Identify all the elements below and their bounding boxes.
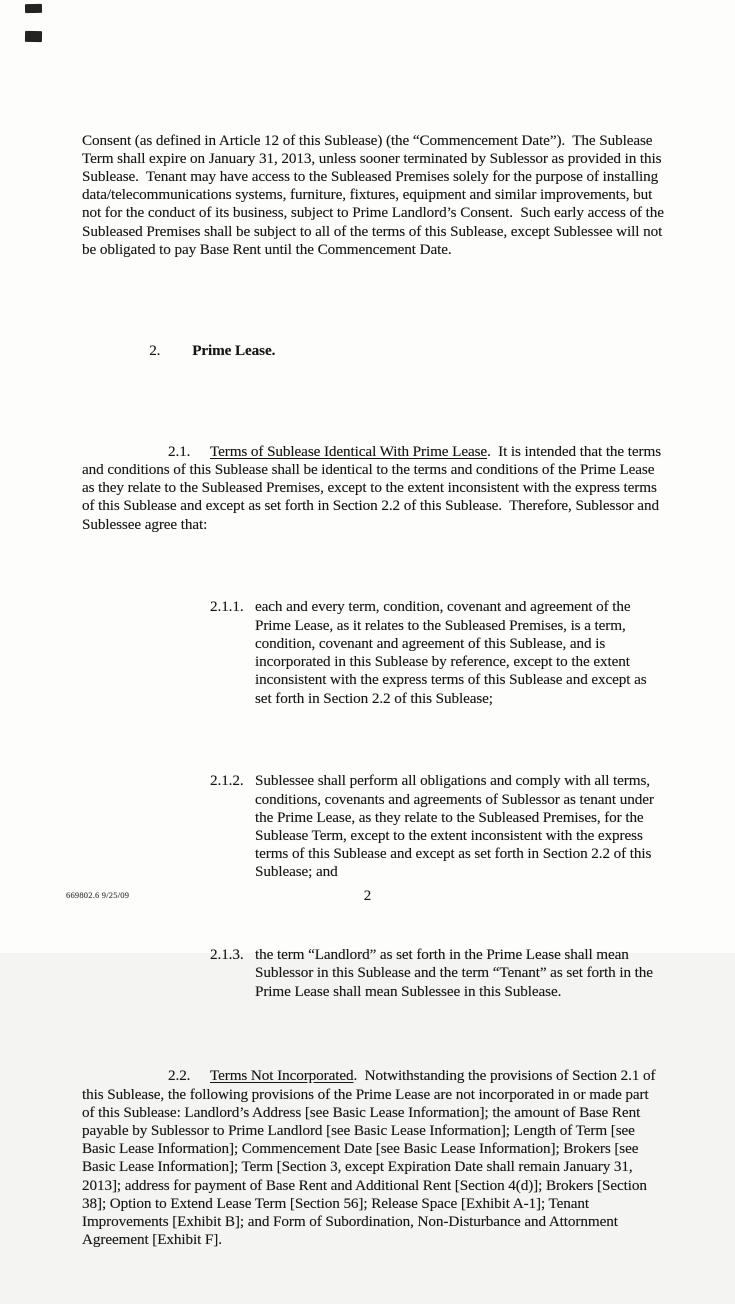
subitem-2-1-3-number: 2.1.3. [210, 946, 244, 964]
section-2-1-text: . It is intended that the terms and conditions of this Sublease shall be identical to the terms and conditions of the Prime Lease as they relate to the Subleased Premises, except to the extent inconsistent with the express terms of this Sublease and except as set forth in Section 2.2 of this Sublease. Therefore, Sublessor and Sublessee agree that: [82, 442, 665, 533]
page-number: 2 [363, 888, 372, 904]
section-2-1-number: 2.1. [168, 442, 191, 460]
subitem-2-1-2-number: 2.1.2. [210, 772, 244, 790]
subitem-2-1-3-text: the term “Landlord” as set forth in the Prime Lease shall mean Sublessor in this Sublease and the term “Tenant” as set forth in the Prime Lease shall mean Sublessee in this Sublease. [255, 946, 657, 1000]
subitem-2-1-1 [210, 598, 664, 707]
document-body [82, 77, 668, 1304]
section-2-title: Prime Lease. [192, 341, 276, 359]
section-2-2-number: 2.2. [168, 1067, 191, 1085]
paragraph-2-2 [82, 1067, 664, 1249]
subitem-2-1-1-text: each and every term, condition, covenant and agreement of the Prime Lease, as it relates to the Subleased Premises, is a term, condition, covenant and agreement of this Sublease, and is incorporated in this Sublease by reference, except to the extent inconsistent with the express terms of this Sublease and except as set forth in Section 2.2 of this Sublease; [255, 598, 651, 707]
document-reference-number: 669802.6 9/25/09 [66, 890, 130, 900]
paragraph-commencement: Consent (as defined in Article 12 of this Sublease) (the “Commencement Date”). The Sublease Term shall expire on January 31, 2013, unless sooner terminated by Sublessor as provided in this Sublease. Tenant may have access to the Subleased Premises solely for the purpose of installing data/telecommunications systems, furniture, fixtures, equipment and similar improvements, but not for the conduct of its business, subject to Prime Landlord’s Consent. Such early access of the Subleased Premises shall be subject to all of the terms of this Sublease, except Sublessee will not be obligated to pay Base Rent until the Commencement Date. [82, 131, 668, 258]
section-2-2-text: . Notwithstanding the provisions of Section 2.1 of this Sublease, the following provisions of the Prime Lease are not incorporated in or made part of this Sublease: Landlord’s Address [see Basic Lease Information]; the amount of Base Rent payable by Sublessor to Prime Landlord [see Basic Lease Information]; Length of Term [see Basic Lease Information]; Commencement Date [see Basic Lease Information]; Brokers [see Basic Lease Information]; Term [Section 3, except Expiration Date shall remain January 31, 2013]; address for payment of Base Rent and Additional Rent [Section 4(d)]; Brokers [Section 38]; Option to Extend Lease Term [Section 56]; Release Space [Exhibit A-1]; Tenant Improvements [Exhibit B]; and Form of Subordination, Non-Disturbance and Attornment Agreement [Exhibit F]. [82, 1067, 660, 1249]
section-2-number: 2. [149, 341, 161, 359]
section-2-2-heading: Terms Not Incorporated [210, 1067, 354, 1085]
subitem-2-1-2-text: Sublessee shall perform all obligations and comply with all terms, conditions, covenants and agreements of Sublessor as tenant under the Prime Lease, as they relate to the Subleased Premises, for the Sublease Term, except to the extent inconsistent with the express terms of this Sublease and except as set forth in Section 2.2 of this Sublease; and [255, 772, 658, 881]
subitem-2-1-2 [210, 772, 664, 881]
section-2-1-heading: Terms of Sublease Identical With Prime Lease [210, 442, 488, 460]
scan-artifact-mark [25, 31, 42, 42]
paragraph-2-1 [82, 443, 664, 534]
scan-artifact-mark [25, 4, 42, 13]
subitem-2-1-1-number: 2.1.1. [210, 598, 244, 616]
section-2-heading [127, 324, 664, 379]
subitem-2-1-3 [210, 946, 664, 1001]
